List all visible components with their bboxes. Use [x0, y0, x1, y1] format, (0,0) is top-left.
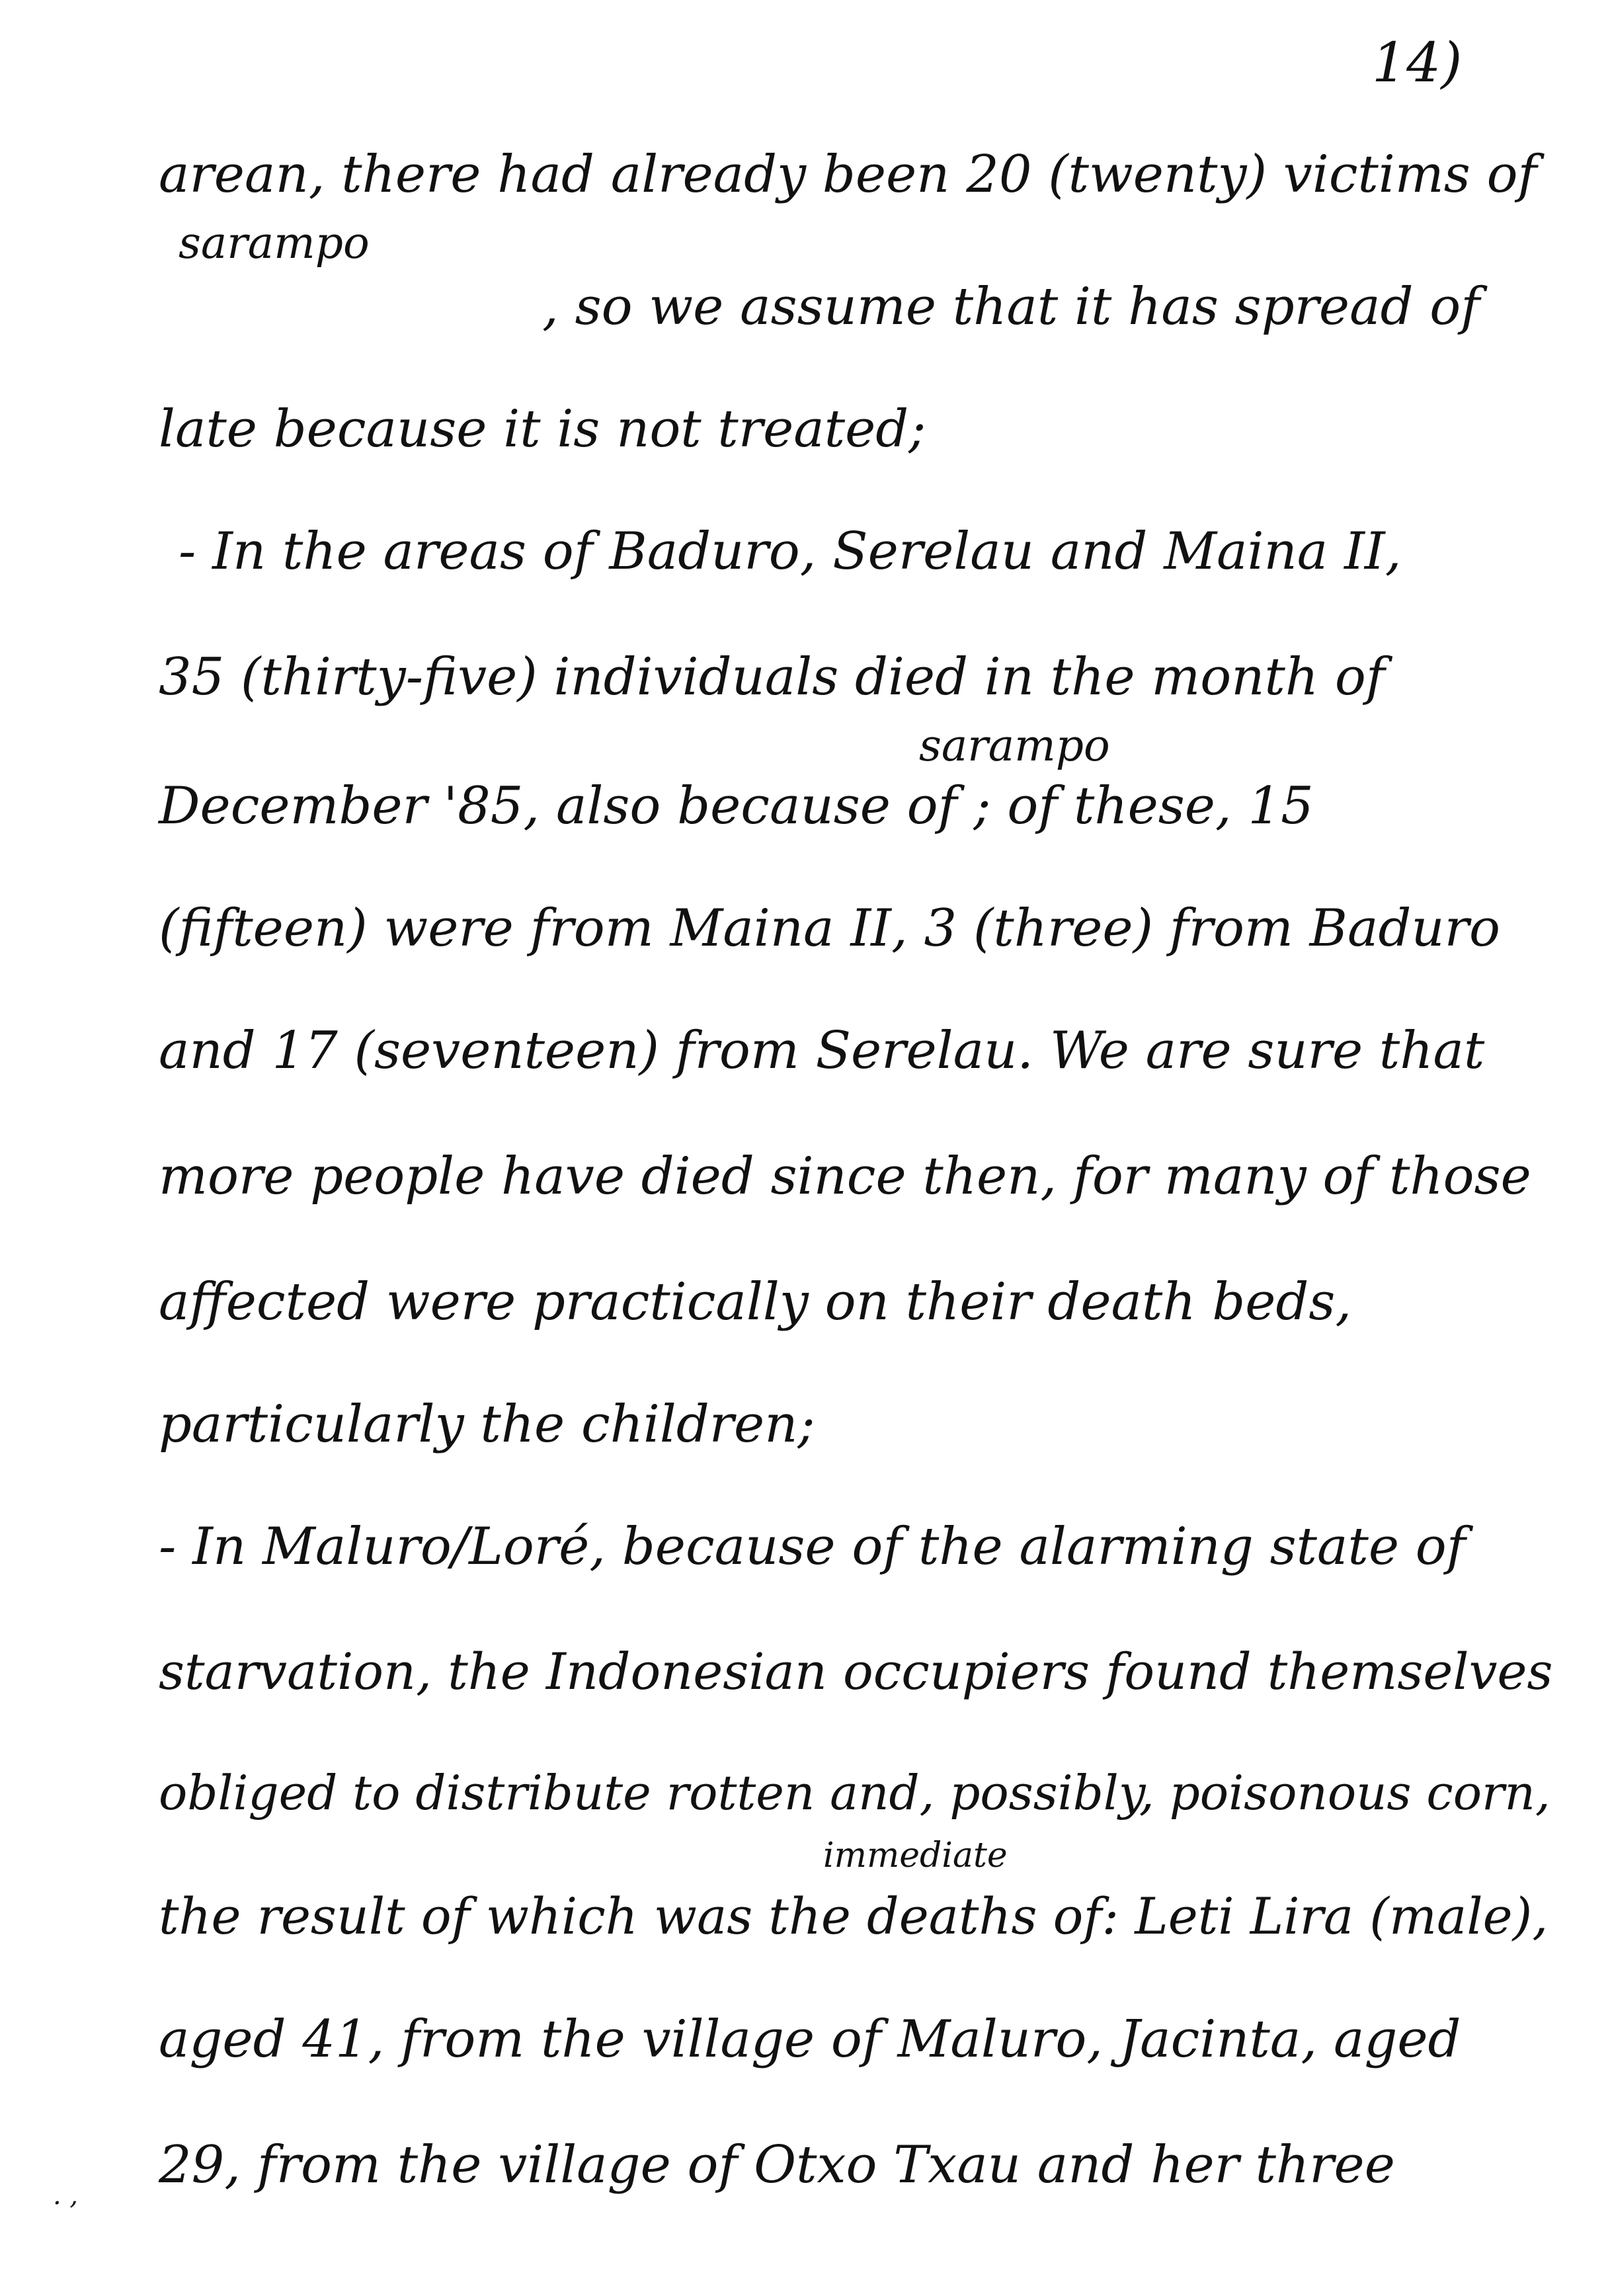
- text-line-9: more people have died since then, for many of those: [159, 1147, 1531, 1206]
- text-line-8: and 17 (seventeen) from Serelau. We are sure that: [159, 1021, 1485, 1081]
- interlinear-insert-sarampo-2: sarampo: [919, 720, 1110, 771]
- text-line-7: (fifteen) were from Maina II, 3 (three) from Baduro: [159, 899, 1500, 958]
- stray-ink-mark: . ,: [53, 2180, 79, 2211]
- text-line-3: late because it is not treated;: [159, 399, 926, 459]
- text-line-16: aged 41, from the village of Maluro, Jacinta, aged: [159, 2010, 1461, 2069]
- interlinear-insert-sarampo-1: sarampo: [179, 218, 370, 268]
- interlinear-insert-immediate: immediate: [823, 1836, 1008, 1875]
- text-line-11: particularly the children;: [159, 1395, 815, 1454]
- text-line-14: obliged to distribute rotten and, possibly, poisonous corn,: [159, 1765, 1550, 1821]
- text-line-2: , so we assume that it has spread of: [542, 277, 1480, 337]
- text-line-10: affected were practically on their death beds,: [159, 1272, 1352, 1332]
- text-line-6: December '85, also because of ; of these, 15: [159, 776, 1314, 836]
- text-line-15: the result of which was the deaths of: Leti Lira (male),: [159, 1887, 1548, 1946]
- text-line-4: - In the areas of Baduro, Serelau and Maina II,: [179, 522, 1402, 581]
- text-line-5: 35 (thirty-five) individuals died in the month of: [159, 647, 1385, 707]
- text-line-1: arean, there had already been 20 (twenty) victims of: [159, 145, 1537, 204]
- text-line-12: - In Maluro/Loré, because of the alarming state of: [159, 1517, 1466, 1577]
- text-line-17: 29, from the village of Otxo Txau and her three: [159, 2135, 1395, 2195]
- page-number: 14): [1372, 32, 1463, 95]
- text-line-13: starvation, the Indonesian occupiers found themselves: [159, 1642, 1553, 1701]
